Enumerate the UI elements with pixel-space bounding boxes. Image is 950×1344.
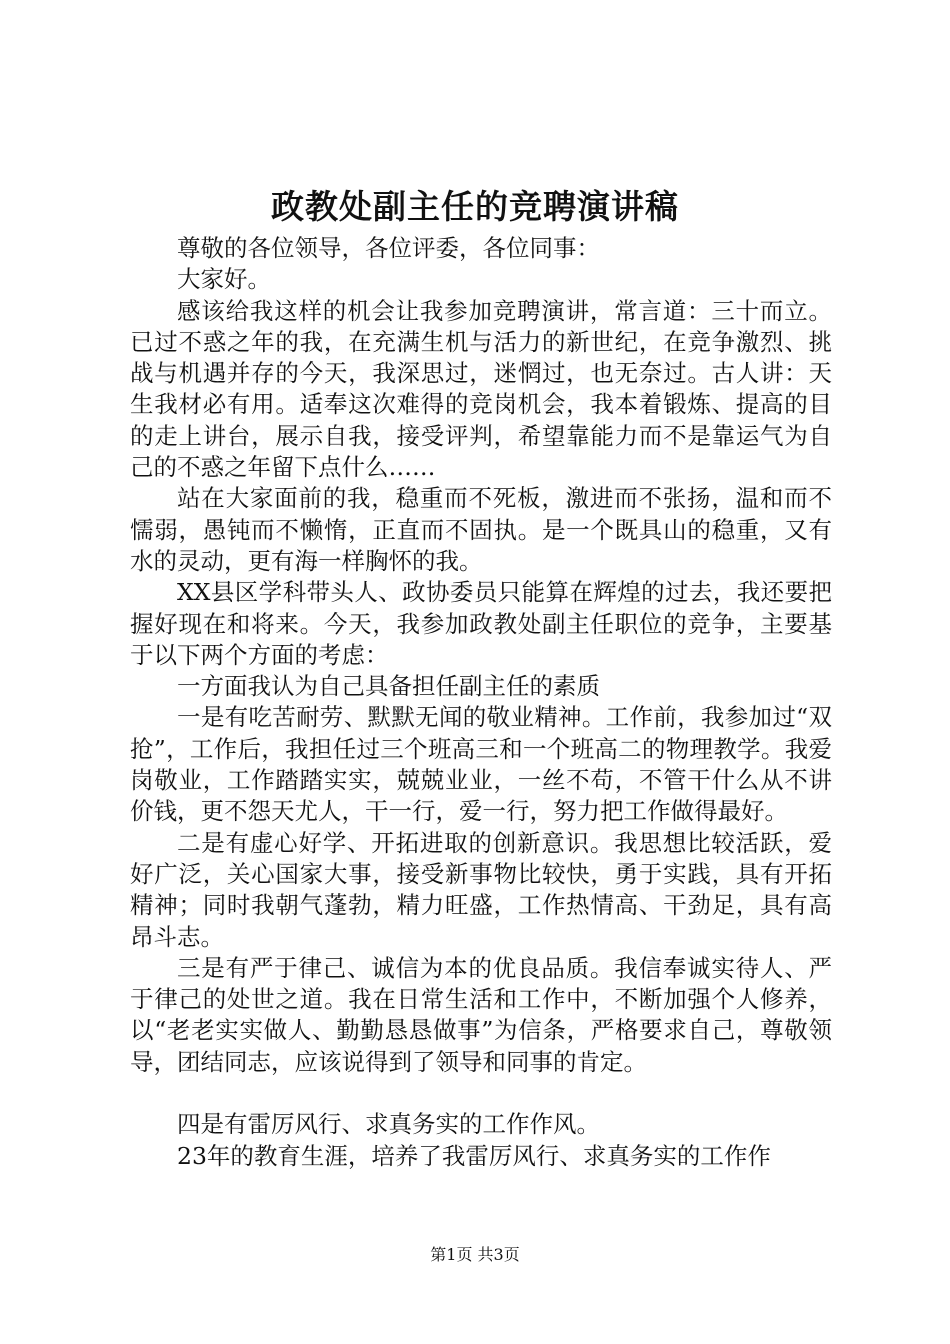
paragraph-self-description: 站在大家面前的我，稳重而不死板，激进而不张扬，温和而不懦弱，愚钝而不懒惰，正直而不固执。是一个既具山的稳重，又有水的灵动，更有海一样胸怀的我。: [130, 484, 832, 575]
paragraph-point-four: 四是有雷厉风行、求真务实的工作作风。: [177, 1110, 600, 1139]
section-heading-qualities: 一方面我认为自己具备担任副主任的素质: [177, 672, 600, 701]
document-title: 政教处副主任的竞聘演讲稿: [271, 187, 679, 226]
document-body: [130, 233, 832, 1172]
salutation: 尊敬的各位领导，各位评委，各位同事：: [177, 234, 600, 262]
paragraph-continuation: 23年的教育生涯，培养了我雷厉风行、求真务实的工作作: [177, 1141, 771, 1170]
paragraph-intro: 感该给我这样的机会让我参加竞聘演讲，常言道：三十而立。已过不惑之年的我，在充满生机与活力的新世纪，在竞争激烈、挑战与机遇并存的今天，我深思过，迷惘过，也无奈过。古人讲：天生我材必有用。适奉这次难得的竞岗机会，我本着锻炼、提高的目的走上讲台，展示自我，接受评判，希望靠能力而不是靠运气为自己的不惑之年留下点什么……: [130, 296, 832, 482]
paragraph-background: XX县区学科带头人、政协委员只能算在辉煌的过去，我还要把握好现在和将来。今天，我参加政教处副主任职位的竞争，主要基于以下两个方面的考虑：: [130, 578, 832, 669]
paragraph-point-one: 一是有吃苦耐劳、默默无闻的敬业精神。工作前，我参加过“双抢”，工作后，我担任过三个班高三和一个班高二的物理教学。我爱岗敬业，工作踏踏实实，兢兢业业，一丝不苟，不管干什么从不讲价钱，更不怨天尤人，干一行，爱一行，努力把工作做得最好。: [130, 703, 832, 826]
page-footer: 第1页 共3页: [430, 1245, 520, 1264]
paragraph-point-two: 二是有虚心好学、开拓进取的创新意识。我思想比较活跃，爱好广泛，关心国家大事，接受新事物比较快，勇于实践，具有开拓精神；同时我朝气蓬勃，精力旺盛，工作热情高、干劲足，具有高昂斗志。: [130, 828, 832, 951]
paragraph-point-three: 三是有严于律己、诚信为本的优良品质。我信奉诚实待人、严于律己的处世之道。我在日常生活和工作中，不断加强个人修养，以“老老实实做人、勤勤恳恳做事”为信条，严格要求自己，尊敬领导，团结同志，应该说得到了领导和同事的肯定。: [130, 953, 832, 1076]
greeting: 大家好。: [177, 265, 271, 294]
